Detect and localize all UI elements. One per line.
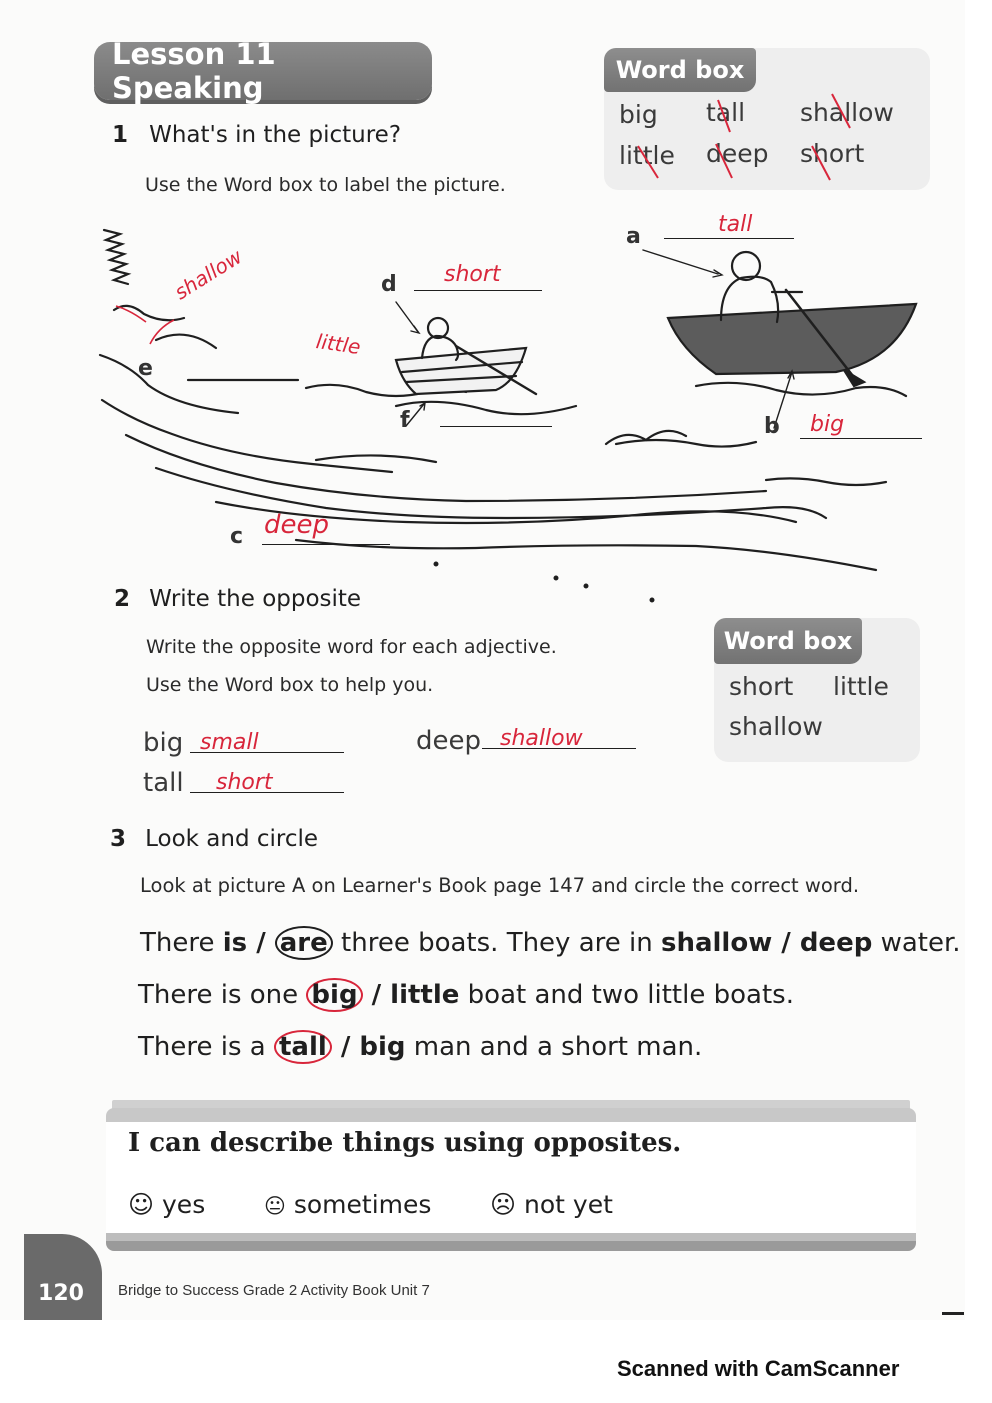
annotation-little: little [314,329,363,359]
q1-title: What's in the picture? [149,122,402,148]
q1-heading [112,122,401,148]
q1-wb-word-short: short [800,139,865,168]
q2-title: Write the opposite [149,586,362,612]
q2-item-deep-word: deep [416,726,481,756]
label-c-letter: c [230,524,244,549]
q3-heading [110,826,318,852]
q3-s2-a: There is one [138,980,307,1010]
q2-item-deep-answer: shallow [500,726,583,751]
q3-s3-a: There is a [138,1032,274,1062]
q3-s2-slash: / [362,980,391,1010]
q1-wb-word-tall: tall [706,98,746,127]
q3-s3-e: man and a short man. [405,1032,703,1062]
page-number: 120 [24,1268,98,1318]
label-f-blank[interactable] [440,404,552,427]
q3-s1-slash: / [247,928,275,958]
lesson-title-text: Lesson 11 Speaking [112,37,276,105]
label-b-letter: b [764,414,780,439]
q2-number: 2 [114,586,131,612]
q2-word-box-title-text: Word box [723,627,853,655]
can-do-not-yet-label: not yet [524,1190,613,1219]
q2-instruction-1: Write the opposite word for each adjective. [146,636,557,658]
q3-s3-option-tall[interactable]: tall [274,1030,332,1064]
q2-item-big-answer: small [200,730,259,755]
book-title: Bridge to Success Grade 2 Activity Book Unit 7 [118,1282,430,1299]
q3-s2-option-big[interactable]: big [306,978,362,1012]
label-f-letter: f [400,408,410,433]
q1-wb-word-deep: deep [706,139,769,168]
q1-wb-word-big: big [619,100,658,129]
q2-item-tall-answer: short [216,770,273,795]
label-d-answer: short [444,262,501,287]
q3-s3-option-big[interactable]: big [359,1032,406,1062]
q2-word-box-title [714,618,862,664]
q3-sentence-3 [138,1030,702,1064]
q3-number: 3 [110,826,127,852]
q2-instruction-2: Use the Word box to help you. [146,674,434,696]
label-e-letter: e [138,356,153,381]
q1-word-box-title [604,48,756,92]
q2-item-tall-word: tall [143,768,184,798]
q2-heading [114,586,361,612]
q2-item-big-word: big [143,728,184,758]
q3-instruction: Look at picture A on Learner's Book page 147 and circle the correct word. [140,874,860,897]
can-do-sometimes-label: sometimes [293,1190,432,1219]
q3-sentence-1 [140,926,961,960]
q1-wb-word-shallow: shallow [800,98,894,127]
q3-s1-option-is[interactable]: is [222,928,248,958]
scan-watermark: Scanned with CamScanner [617,1356,900,1381]
q3-s1-options-depth[interactable]: shallow / deep [660,928,873,958]
label-b-answer: big [810,412,845,437]
annotation-shallow: shallow [170,244,247,305]
word-box-crossouts [600,90,920,190]
q3-s1-option-are[interactable]: are [275,926,333,960]
can-do-option-sometimes[interactable] [264,1190,431,1219]
q2-wb-word-little: little [833,672,889,701]
lesson-title [94,37,432,105]
neutral-face-icon: 😐 [264,1194,286,1218]
q1-instruction: Use the Word box to label the picture. [145,174,506,196]
q2-wb-word-short: short [729,672,794,701]
q1-wb-word-little: little [619,141,675,170]
label-c-answer: deep [264,510,329,540]
label-d-letter: d [381,272,397,297]
q3-title: Look and circle [145,826,319,852]
q3-s2-option-little[interactable]: little [390,980,460,1010]
can-do-option-yes[interactable] [128,1190,205,1219]
can-do-statement: I can describe things using opposites. [128,1128,682,1158]
q1-word-box-title-text: Word box [615,56,745,84]
page-edge-mark [942,1312,964,1315]
can-do-option-not-yet[interactable] [490,1190,613,1219]
q3-s1-g: water. [872,928,961,958]
q1-number: 1 [112,122,129,148]
label-a-letter: a [626,224,641,249]
q3-s2-e: boat and two little boats. [459,980,794,1010]
q3-sentence-2 [138,978,794,1012]
q3-s1-a: There [140,928,223,958]
q3-s3-slash: / [331,1032,360,1062]
q2-wb-word-shallow: shallow [729,712,823,741]
can-do-yes-label: yes [162,1190,206,1219]
frown-icon: ☹ [490,1190,517,1219]
q3-s1-e: three boats. They are in [332,928,661,958]
smile-icon: ☺ [128,1190,155,1219]
label-a-answer: tall [718,212,753,237]
